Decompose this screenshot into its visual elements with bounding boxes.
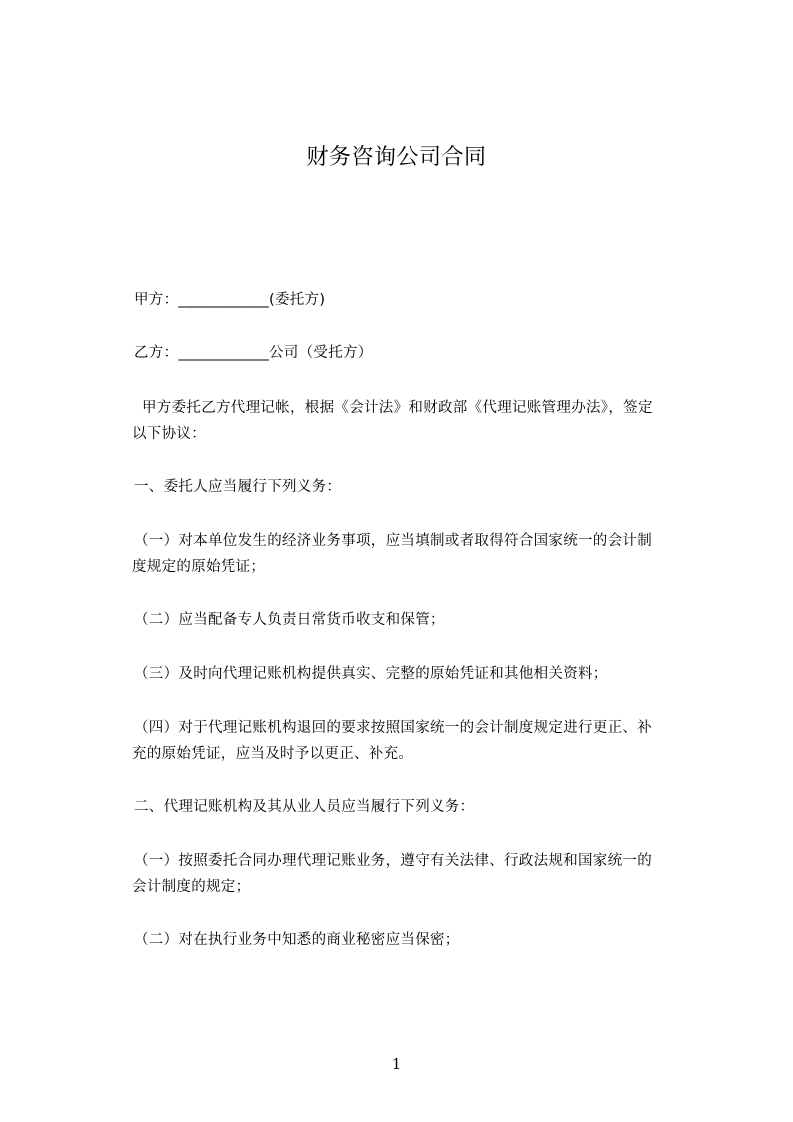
party-a-line: 甲方：____________(委托方) (134, 292, 326, 308)
section-1-heading: 一、委托人应当履行下列义务： (134, 479, 342, 495)
section-1-item-1-line-1: （一）对本单位发生的经济业务事项，应当填制或者取得符合国家统一的会计制 (134, 533, 652, 549)
section-2-item-1-line-1: （一）按照委托合同办理代理记账业务，遵守有关法律、行政法规和国家统一的 (134, 853, 652, 869)
section-2-item-1-line-2: 会计制度的规定； (132, 879, 251, 895)
page-number: 1 (391, 1055, 402, 1073)
document-title: 财务咨询公司合同 (306, 145, 487, 170)
section-1-item-1 (134, 528, 702, 580)
section-1-item-1-line-2: 度规定的原始凭证； (132, 559, 266, 575)
section-2-item-1 (134, 848, 702, 900)
party-b-line: 乙方：____________公司（受托方） (134, 345, 373, 361)
section-1-item-4 (134, 715, 702, 767)
section-2-heading: 二、代理记账机构及其从业人员应当履行下列义务： (134, 799, 475, 815)
section-1-item-4-line-2: 充的原始凭证，应当及时予以更正、补充。 (132, 746, 414, 762)
section-1-item-2: （二）应当配备专人负责日常货币收支和保管； (134, 612, 445, 628)
section-1-item-4-line-1: （四）对于代理记账机构退回的要求按照国家统一的会计制度规定进行更正、补 (134, 720, 652, 736)
section-2-item-2: （二）对在执行业务中知悉的商业秘密应当保密； (134, 932, 460, 948)
intro-line-2: 以下协议： (132, 426, 206, 442)
intro-paragraph (134, 395, 702, 447)
section-1-item-3: （三）及时向代理记账机构提供真实、完整的原始凭证和其他相关资料； (134, 666, 608, 682)
intro-line-1: 甲方委托乙方代理记帐，根据《会计法》和财政部《代理记账管理办法》，签定 (142, 400, 653, 416)
